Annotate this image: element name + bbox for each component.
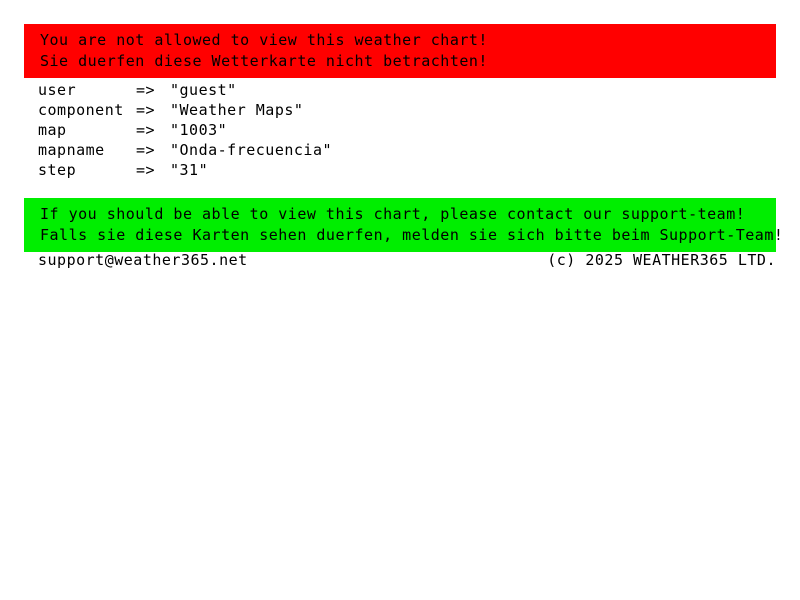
- parameter-key: component: [38, 101, 124, 119]
- error-banner-line-en: You are not allowed to view this weather chart!: [40, 31, 488, 49]
- info-banner: [24, 198, 784, 252]
- parameter-value: "31": [170, 161, 209, 179]
- parameter-value: "Weather Maps": [170, 101, 304, 119]
- parameter-arrow: =>: [136, 161, 156, 179]
- parameter-arrow: =>: [136, 141, 156, 159]
- error-banner: [24, 24, 776, 78]
- footer: [38, 250, 776, 270]
- parameter-row: [38, 140, 332, 160]
- parameter-arrow: =>: [136, 81, 156, 99]
- copyright-text: (c) 2025 WEATHER365 LTD.: [547, 251, 776, 269]
- parameter-key: map: [38, 121, 67, 139]
- support-email-link[interactable]: support@weather365.net: [38, 251, 248, 269]
- info-banner-line-de: Falls sie diese Karten sehen duerfen, melden sie sich bitte beim Support-Team!: [40, 226, 784, 244]
- parameter-value: "Onda-frecuencia": [170, 141, 333, 159]
- parameter-value: "1003": [170, 121, 228, 139]
- parameter-list: [38, 80, 332, 180]
- parameter-row: [38, 80, 332, 100]
- parameter-row: [38, 160, 332, 180]
- parameter-arrow: =>: [136, 101, 156, 119]
- error-banner-line-de: Sie duerfen diese Wetterkarte nicht betrachten!: [40, 52, 488, 70]
- parameter-key: step: [38, 161, 77, 179]
- parameter-key: user: [38, 81, 77, 99]
- parameter-value: "guest": [170, 81, 237, 99]
- parameter-key: mapname: [38, 141, 105, 159]
- parameter-row: [38, 120, 332, 140]
- parameter-row: [38, 100, 332, 120]
- parameter-arrow: =>: [136, 121, 156, 139]
- info-banner-line-en: If you should be able to view this chart, please contact our support-team!: [40, 205, 746, 223]
